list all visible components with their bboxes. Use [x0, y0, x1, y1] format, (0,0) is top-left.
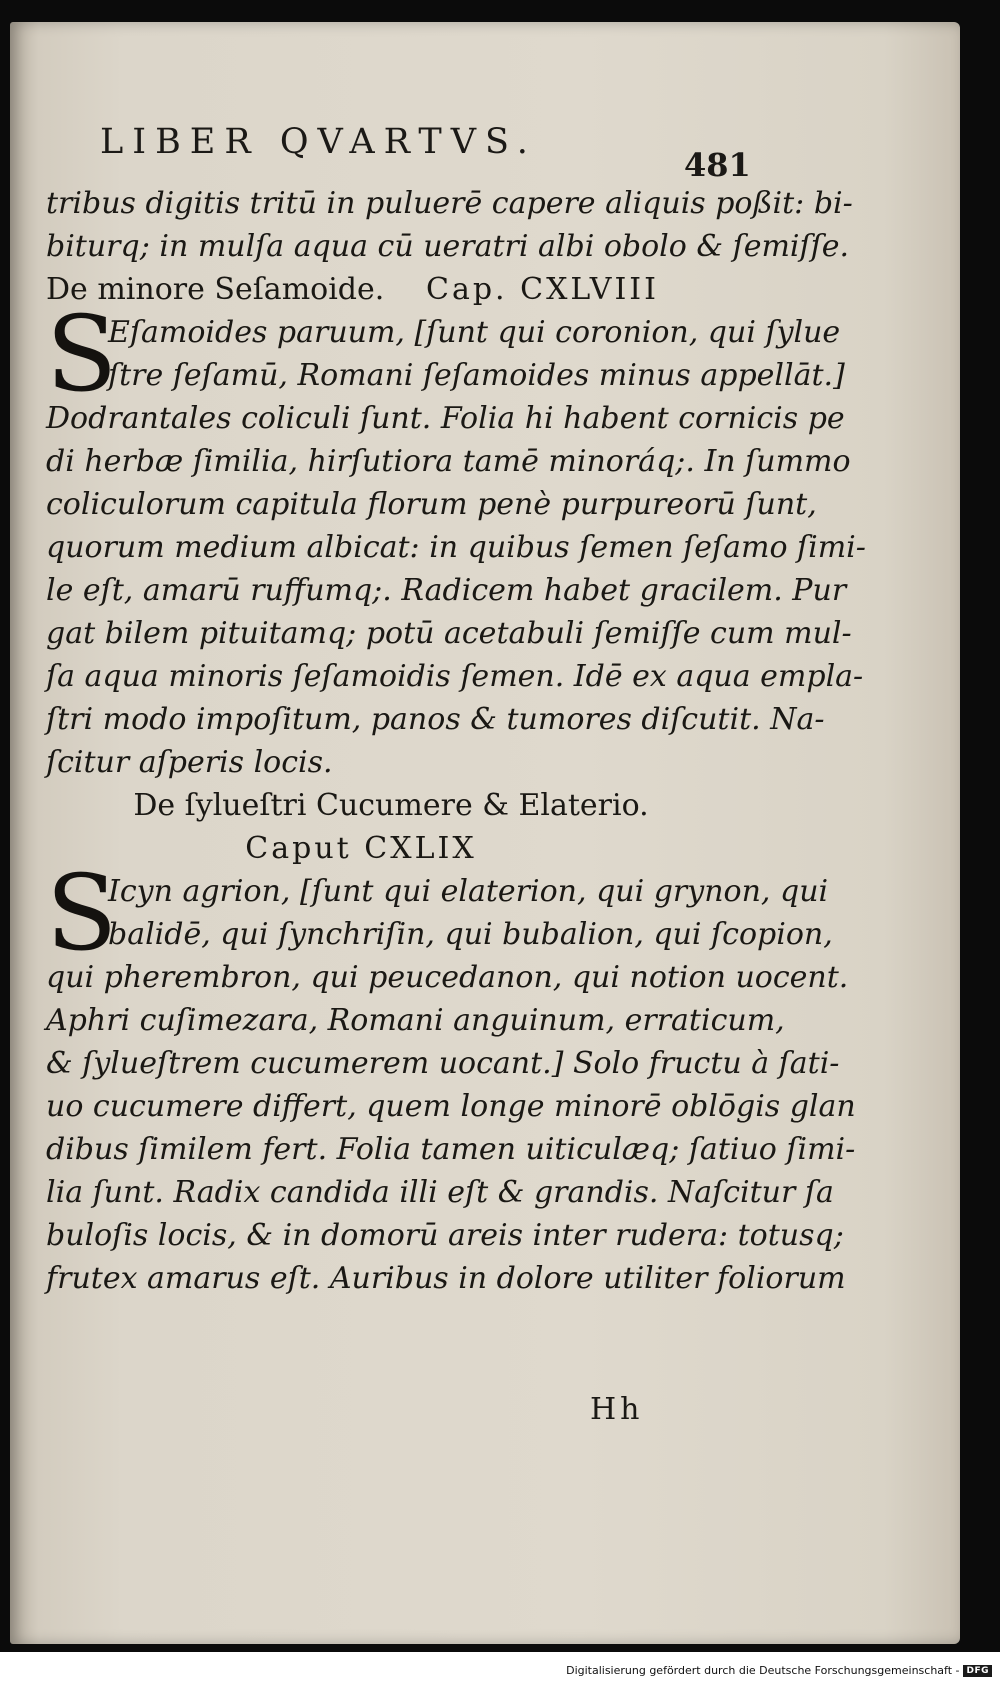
drop-cap-s: S — [46, 852, 118, 974]
text-line: quorum medium albicat: in quibus ſemen ſeſamo ſimi- — [46, 530, 866, 565]
chapter-149-number: Caput CXLIX — [245, 831, 477, 866]
text-line: dibus ſimilem fert. Folia tamen uiticulæq; ſatiuo ſimi- — [46, 1132, 856, 1167]
text-line: & ſylueſtrem cucumerem uocant.] Solo fructu à ſati- — [46, 1046, 840, 1081]
text-line: le eſt, amarū ruffumq;. Radicem habet gracilem. Pur — [46, 573, 847, 608]
digitization-credit — [566, 1664, 992, 1677]
text-line: coliculorum capitula florum penè purpureorū ſunt, — [46, 487, 817, 522]
chapter-148-number: Cap. CXLVIII — [426, 272, 660, 307]
text-line: Dodrantales coliculi ſunt. Folia hi habent cornicis pe — [46, 401, 845, 436]
text-line: gat bilem pituitamq; potū acetabuli ſemiſſe cum mul- — [46, 616, 852, 651]
text-block — [46, 182, 866, 1300]
text-line: frutex amarus eſt. Auribus in dolore utiliter foliorum — [46, 1261, 846, 1296]
signature-mark: Hh — [590, 1392, 644, 1427]
chapter-148-paragraph — [46, 293, 845, 415]
text-line: ſa aqua minoris ſeſamoidis ſemen. Idē ex aqua empla- — [46, 659, 864, 694]
chapter-149-title: De ſylueſtri Cucumere & Elaterio. — [133, 788, 649, 823]
text-line: Eſamoides paruum, [ſunt qui coronion, qui ſylue — [108, 315, 841, 350]
text-line: Icyn agrion, [ſunt qui elaterion, qui grynon, qui — [108, 874, 829, 909]
text-line: ſtri modo impoſitum, panos & tumores diſcutit. Na- — [46, 702, 825, 737]
chapter-149-paragraph — [46, 852, 833, 974]
running-head: LIBER QVARTVS. — [100, 122, 537, 162]
chapter-148-heading — [46, 268, 736, 311]
text-line: ſcitur aſperis locis. — [46, 745, 333, 780]
text-line: tribus digitis tritū in puluerē capere aliquis poßit: bi- — [46, 186, 853, 221]
text-line: biturq; in mulſa aqua cū ueratri albi obolo & ſemiſſe. — [46, 229, 849, 264]
dfg-logo: DFG — [963, 1665, 992, 1677]
book-page — [10, 22, 960, 1644]
text-line: di herbæ ſimilia, hirſutiora tamē minoráq;. In ſummo — [46, 444, 851, 479]
text-line: ſtre ſeſamū, Romani ſeſamoides minus appellāt.] — [108, 358, 845, 393]
text-line: balidē, qui ſynchriſin, qui bubalion, qui ſcopion, — [108, 917, 833, 952]
text-line: qui pherembron, qui peucedanon, qui notion uocent. — [46, 960, 849, 995]
chapter-148-title: De minore Seſamoide. — [46, 272, 385, 307]
text-line: buloſis locis, & in domorū areis inter rudera: totusq; — [46, 1218, 844, 1253]
text-line: Aphri cuſimezara, Romani anguinum, erraticum, — [46, 1003, 785, 1038]
credit-text: Digitalisierung gefördert durch die Deutsche Forschungsgemeinschaft - — [566, 1664, 960, 1677]
text-line: uo cucumere differt, quem longe minorē oblōgis glan — [46, 1089, 856, 1124]
page-number: 481 — [684, 146, 751, 184]
drop-cap-s: S — [46, 293, 118, 415]
text-line: lia ſunt. Radix candida illi eſt & grandis. Naſcitur ſa — [46, 1175, 834, 1210]
